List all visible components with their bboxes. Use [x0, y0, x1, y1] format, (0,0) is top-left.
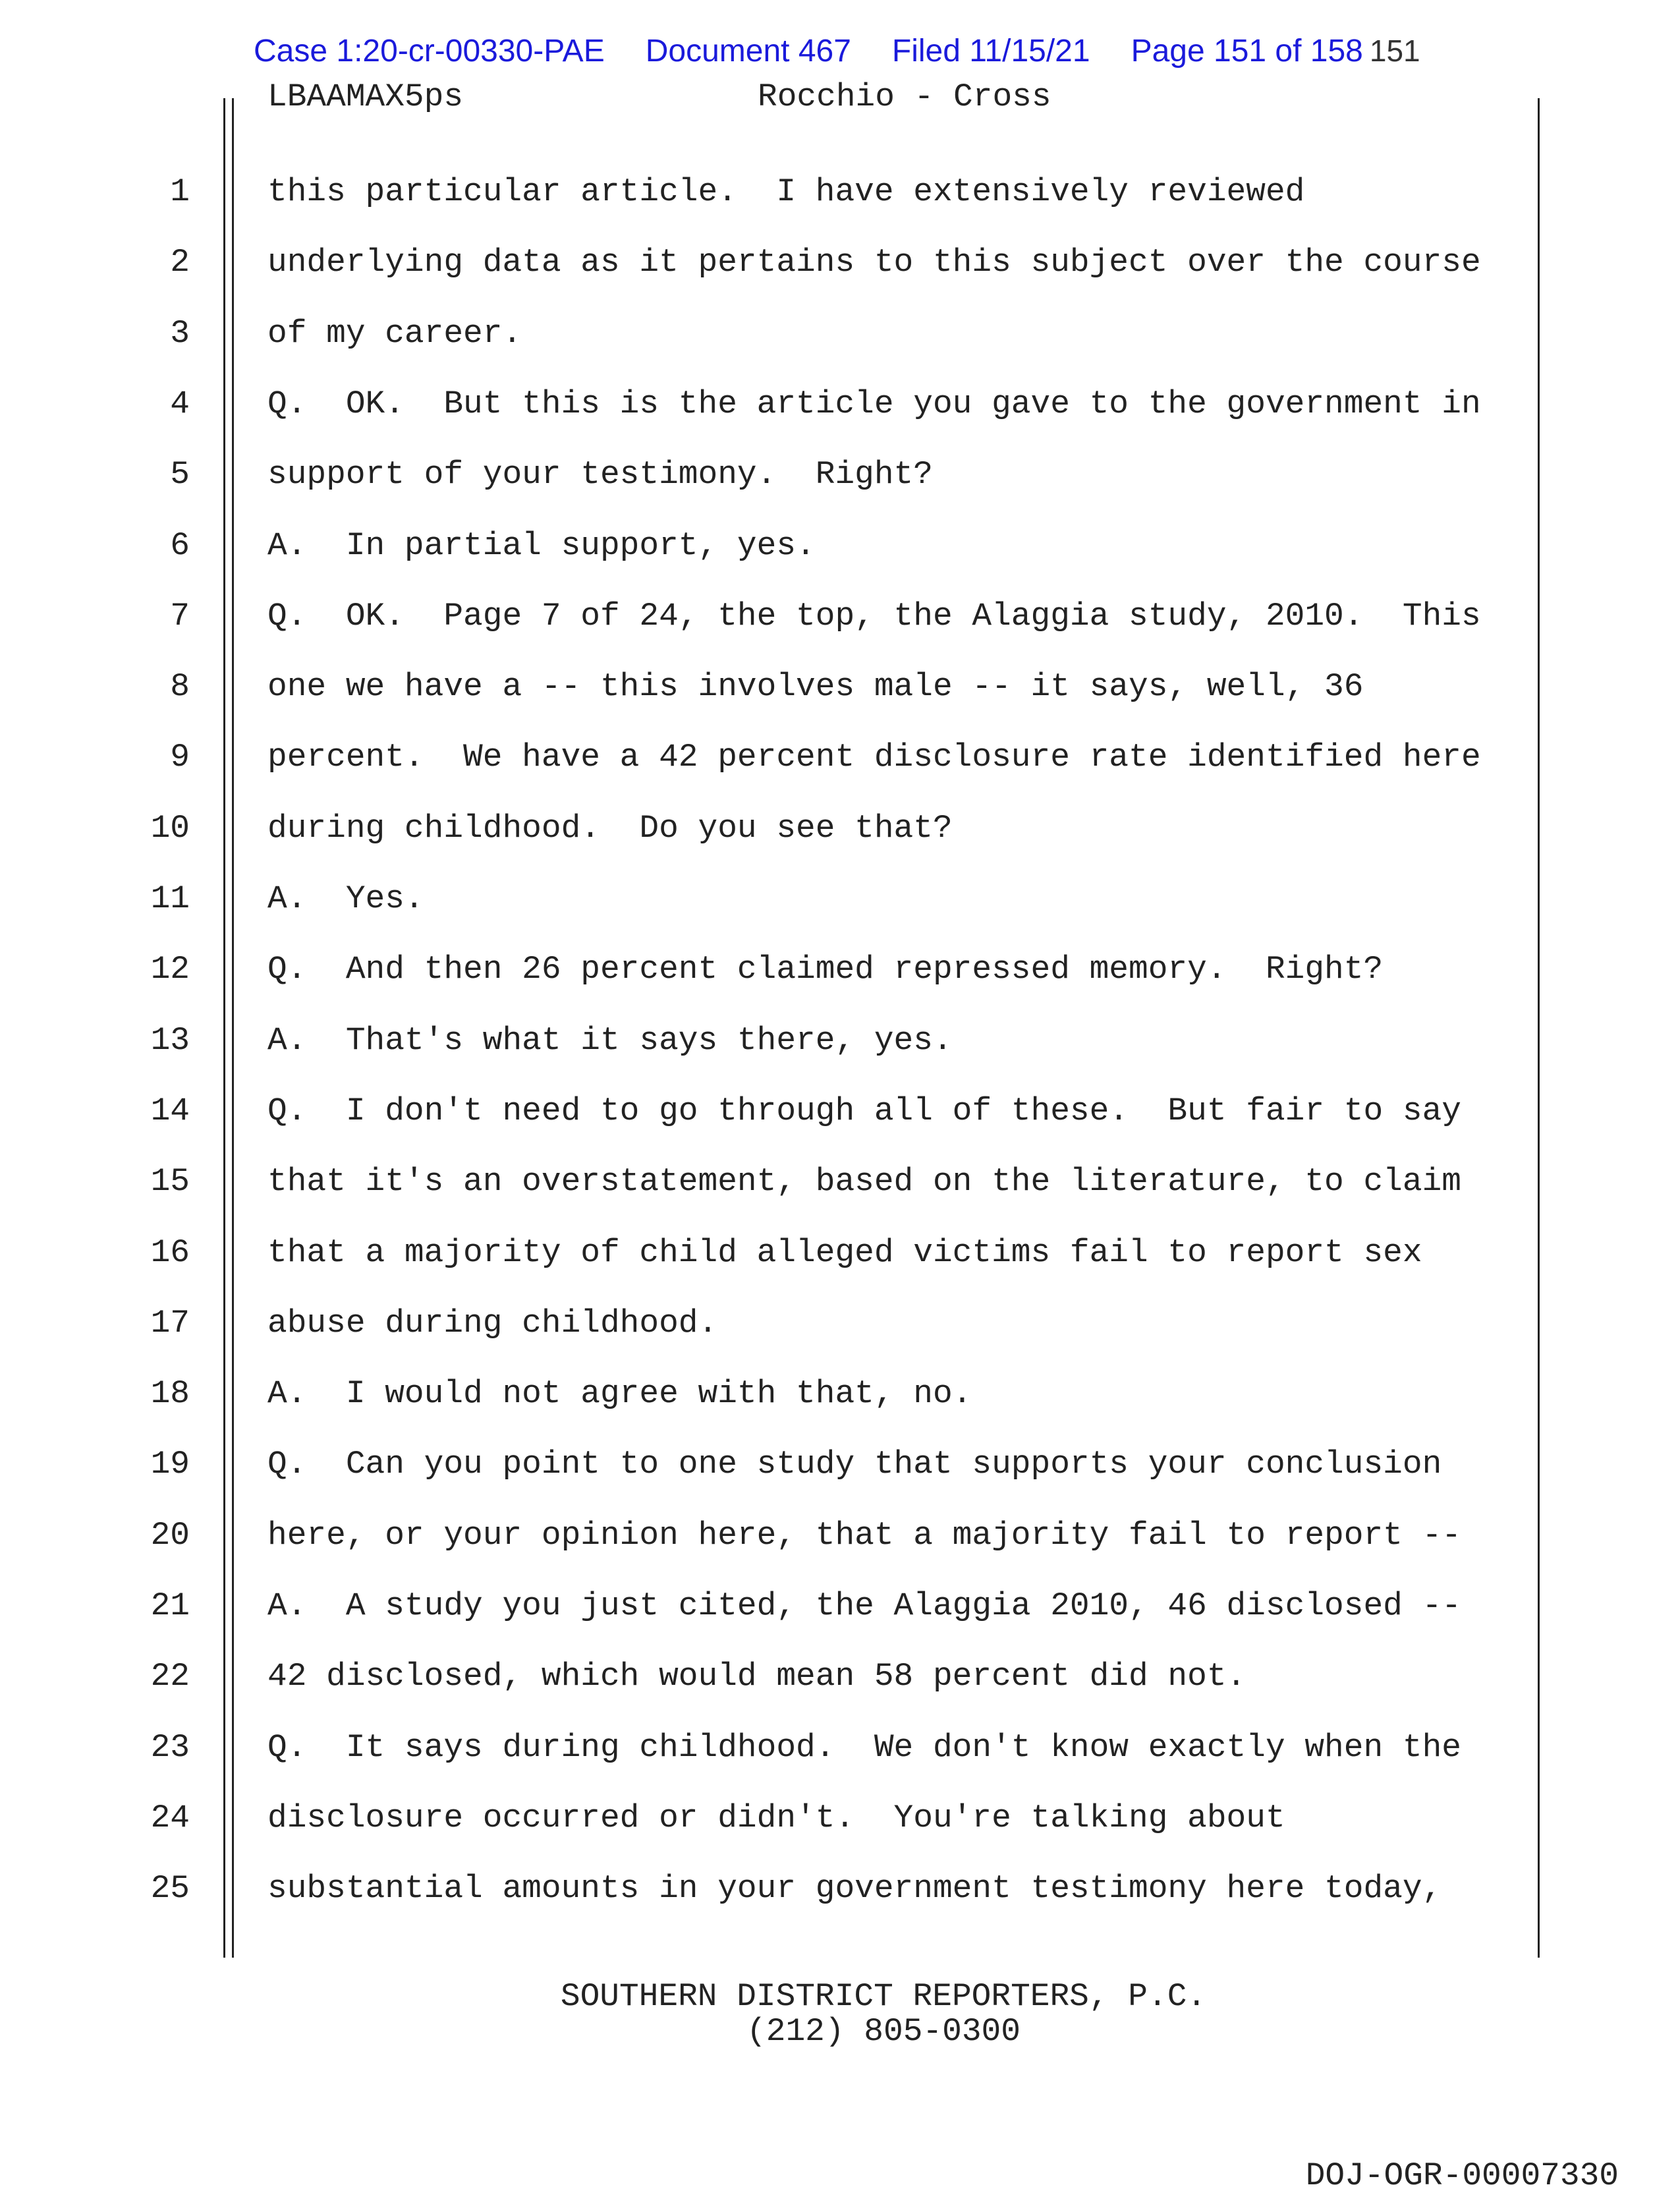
- document-number: Document 467: [645, 34, 851, 69]
- line-text: substantial amounts in your government testimony here today,: [267, 1870, 1442, 1908]
- line-text: disclosure occurred or didn't. You're talking about: [267, 1799, 1285, 1836]
- line-number: 14: [150, 1092, 190, 1129]
- header-left: LBAAMAX5ps: [267, 78, 464, 115]
- line-number: 2: [170, 244, 190, 281]
- line-number: 1: [170, 173, 190, 210]
- case-number: Case 1:20-cr-00330-PAE: [254, 34, 605, 69]
- line-text: Q. And then 26 percent claimed repressed memory. Right?: [267, 951, 1384, 988]
- line-text: percent. We have a 42 percent disclosure rate identified here: [267, 739, 1481, 776]
- line-text: that it's an overstatement, based on the literature, to claim: [267, 1163, 1461, 1201]
- line-number: 5: [170, 456, 190, 494]
- line-number: 4: [170, 385, 190, 422]
- header-center: Rocchio - Cross: [758, 78, 1051, 115]
- line-text: A. Yes.: [267, 880, 424, 917]
- line-text: 42 disclosed, which would mean 58 percent did not.: [267, 1658, 1246, 1695]
- line-number: 7: [170, 597, 190, 635]
- line-text: during childhood. Do you see that?: [267, 809, 953, 847]
- line-number: 15: [150, 1163, 190, 1201]
- line-text: Q. Can you point to one study that supports your conclusion: [267, 1446, 1442, 1483]
- footer-phone: (212) 805-0300: [746, 2013, 1021, 2050]
- line-text: A. In partial support, yes.: [267, 526, 816, 564]
- line-text: Q. It says during childhood. We don't know exactly when the: [267, 1728, 1461, 1766]
- line-text: Q. OK. Page 7 of 24, the top, the Alaggia study, 2010. This: [267, 597, 1481, 635]
- line-text: this particular article. I have extensively reviewed: [267, 173, 1305, 210]
- line-number: 20: [150, 1516, 190, 1554]
- line-text: of my career.: [267, 314, 522, 352]
- line-number: 6: [170, 526, 190, 564]
- line-text: support of your testimony. Right?: [267, 456, 933, 494]
- filing-stamp: [254, 33, 1420, 69]
- line-number: 11: [150, 880, 190, 917]
- line-number: 19: [150, 1446, 190, 1483]
- page-number: 151: [1369, 34, 1420, 68]
- line-number: 10: [150, 809, 190, 847]
- footer-reporter: SOUTHERN DISTRICT REPORTERS, P.C.: [560, 1978, 1207, 2015]
- line-number: 25: [150, 1870, 190, 1908]
- line-number: 23: [150, 1728, 190, 1766]
- left-margin-rule-inner: [232, 98, 234, 1958]
- line-number: 21: [150, 1587, 190, 1624]
- line-number: 3: [170, 314, 190, 352]
- line-number: 12: [150, 951, 190, 988]
- line-text: Q. OK. But this is the article you gave to the government in: [267, 385, 1481, 422]
- line-text: A. A study you just cited, the Alaggia 2010, 46 disclosed --: [267, 1587, 1461, 1624]
- line-number: 24: [150, 1799, 190, 1836]
- right-margin-rule: [1538, 98, 1540, 1958]
- page-count: Page 151 of 158: [1131, 34, 1363, 69]
- line-number: 22: [150, 1658, 190, 1695]
- filed-date: Filed 11/15/21: [891, 34, 1090, 69]
- line-text: abuse during childhood.: [267, 1304, 718, 1342]
- line-number: 9: [170, 739, 190, 776]
- line-text: here, or your opinion here, that a majority fail to report --: [267, 1516, 1461, 1554]
- line-text: A. I would not agree with that, no.: [267, 1375, 972, 1413]
- line-number: 18: [150, 1375, 190, 1413]
- bates-number: DOJ-OGR-00007330: [1305, 2157, 1619, 2194]
- line-number: 17: [150, 1304, 190, 1342]
- line-text: Q. I don't need to go through all of these. But fair to say: [267, 1092, 1461, 1129]
- line-text: A. That's what it says there, yes.: [267, 1021, 953, 1059]
- line-text: that a majority of child alleged victims fail to report sex: [267, 1234, 1422, 1271]
- left-margin-rule: [223, 98, 225, 1958]
- line-text: underlying data as it pertains to this subject over the course: [267, 244, 1481, 281]
- line-number: 13: [150, 1021, 190, 1059]
- line-number: 8: [170, 668, 190, 706]
- line-number: 16: [150, 1234, 190, 1271]
- line-text: one we have a -- this involves male -- it says, well, 36: [267, 668, 1364, 706]
